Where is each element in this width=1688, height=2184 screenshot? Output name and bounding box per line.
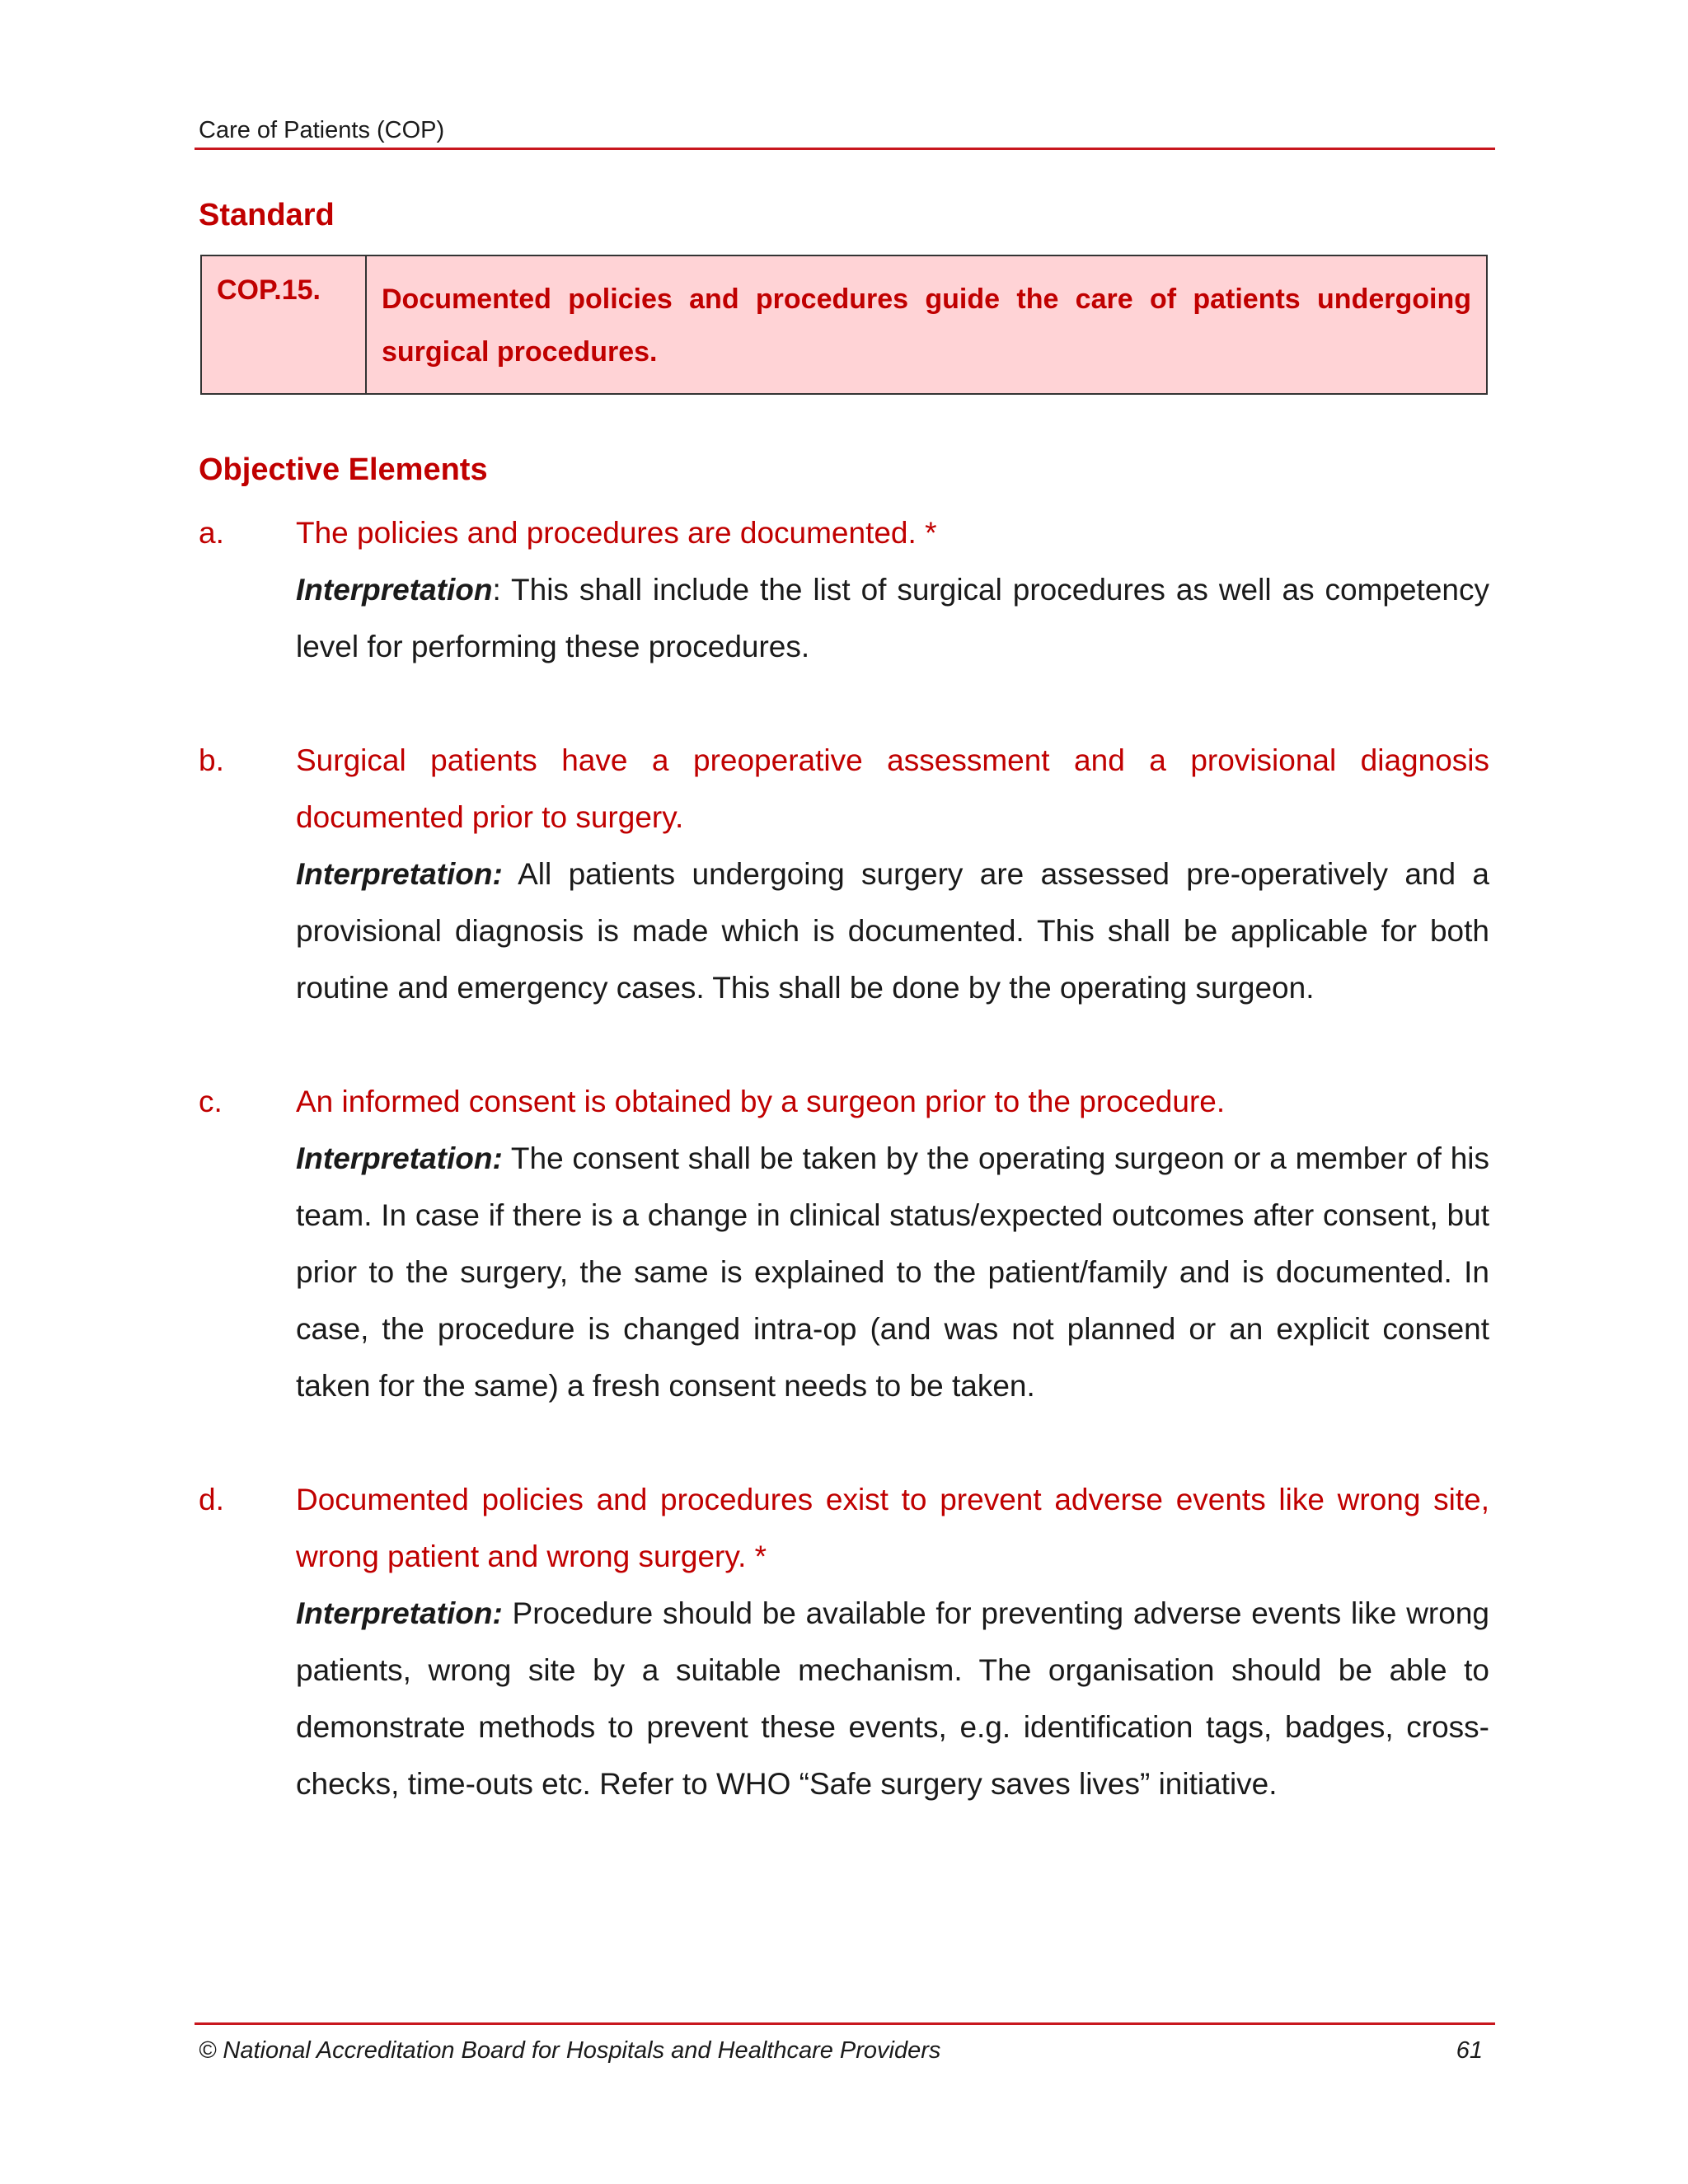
interpretation-text: The consent shall be taken by the operating surgeon or a member of his team. In case if there is a change in clinical status/expected outcomes after consent, but prior to the surgery, the same is explained to the patient/family and is documented. In case, the procedure is changed intra-op (and was not planned or an explicit consent taken for the same) a fresh consent needs to be taken. — [296, 1141, 1489, 1403]
element-requirement: Surgical patients have a preoperative assessment and a provisional diagnosis documented prior to surgery. — [296, 743, 1489, 834]
element-requirement: Documented policies and procedures exist to prevent adverse events like wrong site, wrong patient and wrong surgery. * — [296, 1483, 1489, 1573]
element-letter: d. — [199, 1483, 224, 1516]
element-interpretation — [296, 846, 1489, 1016]
standard-code: COP.15. — [202, 256, 367, 393]
footer-divider — [195, 2022, 1495, 2025]
interpretation-separator: : — [492, 573, 501, 607]
objective-element-a — [199, 504, 1489, 675]
interpretation-label: Interpretation: — [296, 1596, 503, 1630]
footer-copyright: © National Accreditation Board for Hospitals and Healthcare Providers — [199, 2037, 941, 2064]
element-letter: b. — [199, 743, 224, 777]
running-header: Care of Patients (COP) — [199, 117, 445, 143]
element-interpretation — [296, 561, 1489, 675]
objective-element-b — [199, 732, 1489, 1016]
standard-text: Documented policies and procedures guide the care of patients undergoing surgical procedures. — [382, 284, 1471, 368]
standard-table — [200, 255, 1488, 395]
element-requirement: The policies and procedures are documented. * — [296, 516, 937, 550]
objective-element-c — [199, 1073, 1489, 1414]
element-requirement: An informed consent is obtained by a surgeon prior to the procedure. — [296, 1085, 1226, 1118]
element-letter: c. — [199, 1085, 223, 1118]
element-interpretation — [296, 1130, 1489, 1414]
objective-elements-heading: Objective Elements — [199, 452, 488, 487]
page-number: 61 — [1456, 2037, 1483, 2064]
objective-element-d — [199, 1471, 1489, 1812]
interpretation-text: This shall include the list of surgical procedures as well as competency level for performing these procedures. — [296, 573, 1489, 663]
standard-heading: Standard — [199, 198, 335, 232]
interpretation-label: Interpretation — [296, 573, 493, 607]
objective-elements-list — [199, 504, 1489, 1869]
header-divider — [195, 148, 1495, 150]
interpretation-text: All patients undergoing surgery are assessed pre-operatively and a provisional diagnosis is made which is documented. This shall be applicable for both routine and emergency cases. This shall be done by the operating surgeon. — [296, 857, 1489, 1005]
interpretation-label: Interpretation: — [296, 1141, 503, 1175]
interpretation-label: Interpretation: — [296, 857, 503, 891]
element-letter: a. — [199, 516, 224, 550]
interpretation-text: Procedure should be available for preventing adverse events like wrong patients, wrong site by a suitable mechanism. The organisation should be able to demonstrate methods to prevent these events, e.g. identification tags, badges, cross-checks, time-outs etc. Refer to WHO “Safe surgery saves lives” initiative. — [296, 1596, 1489, 1801]
element-interpretation — [296, 1585, 1489, 1812]
